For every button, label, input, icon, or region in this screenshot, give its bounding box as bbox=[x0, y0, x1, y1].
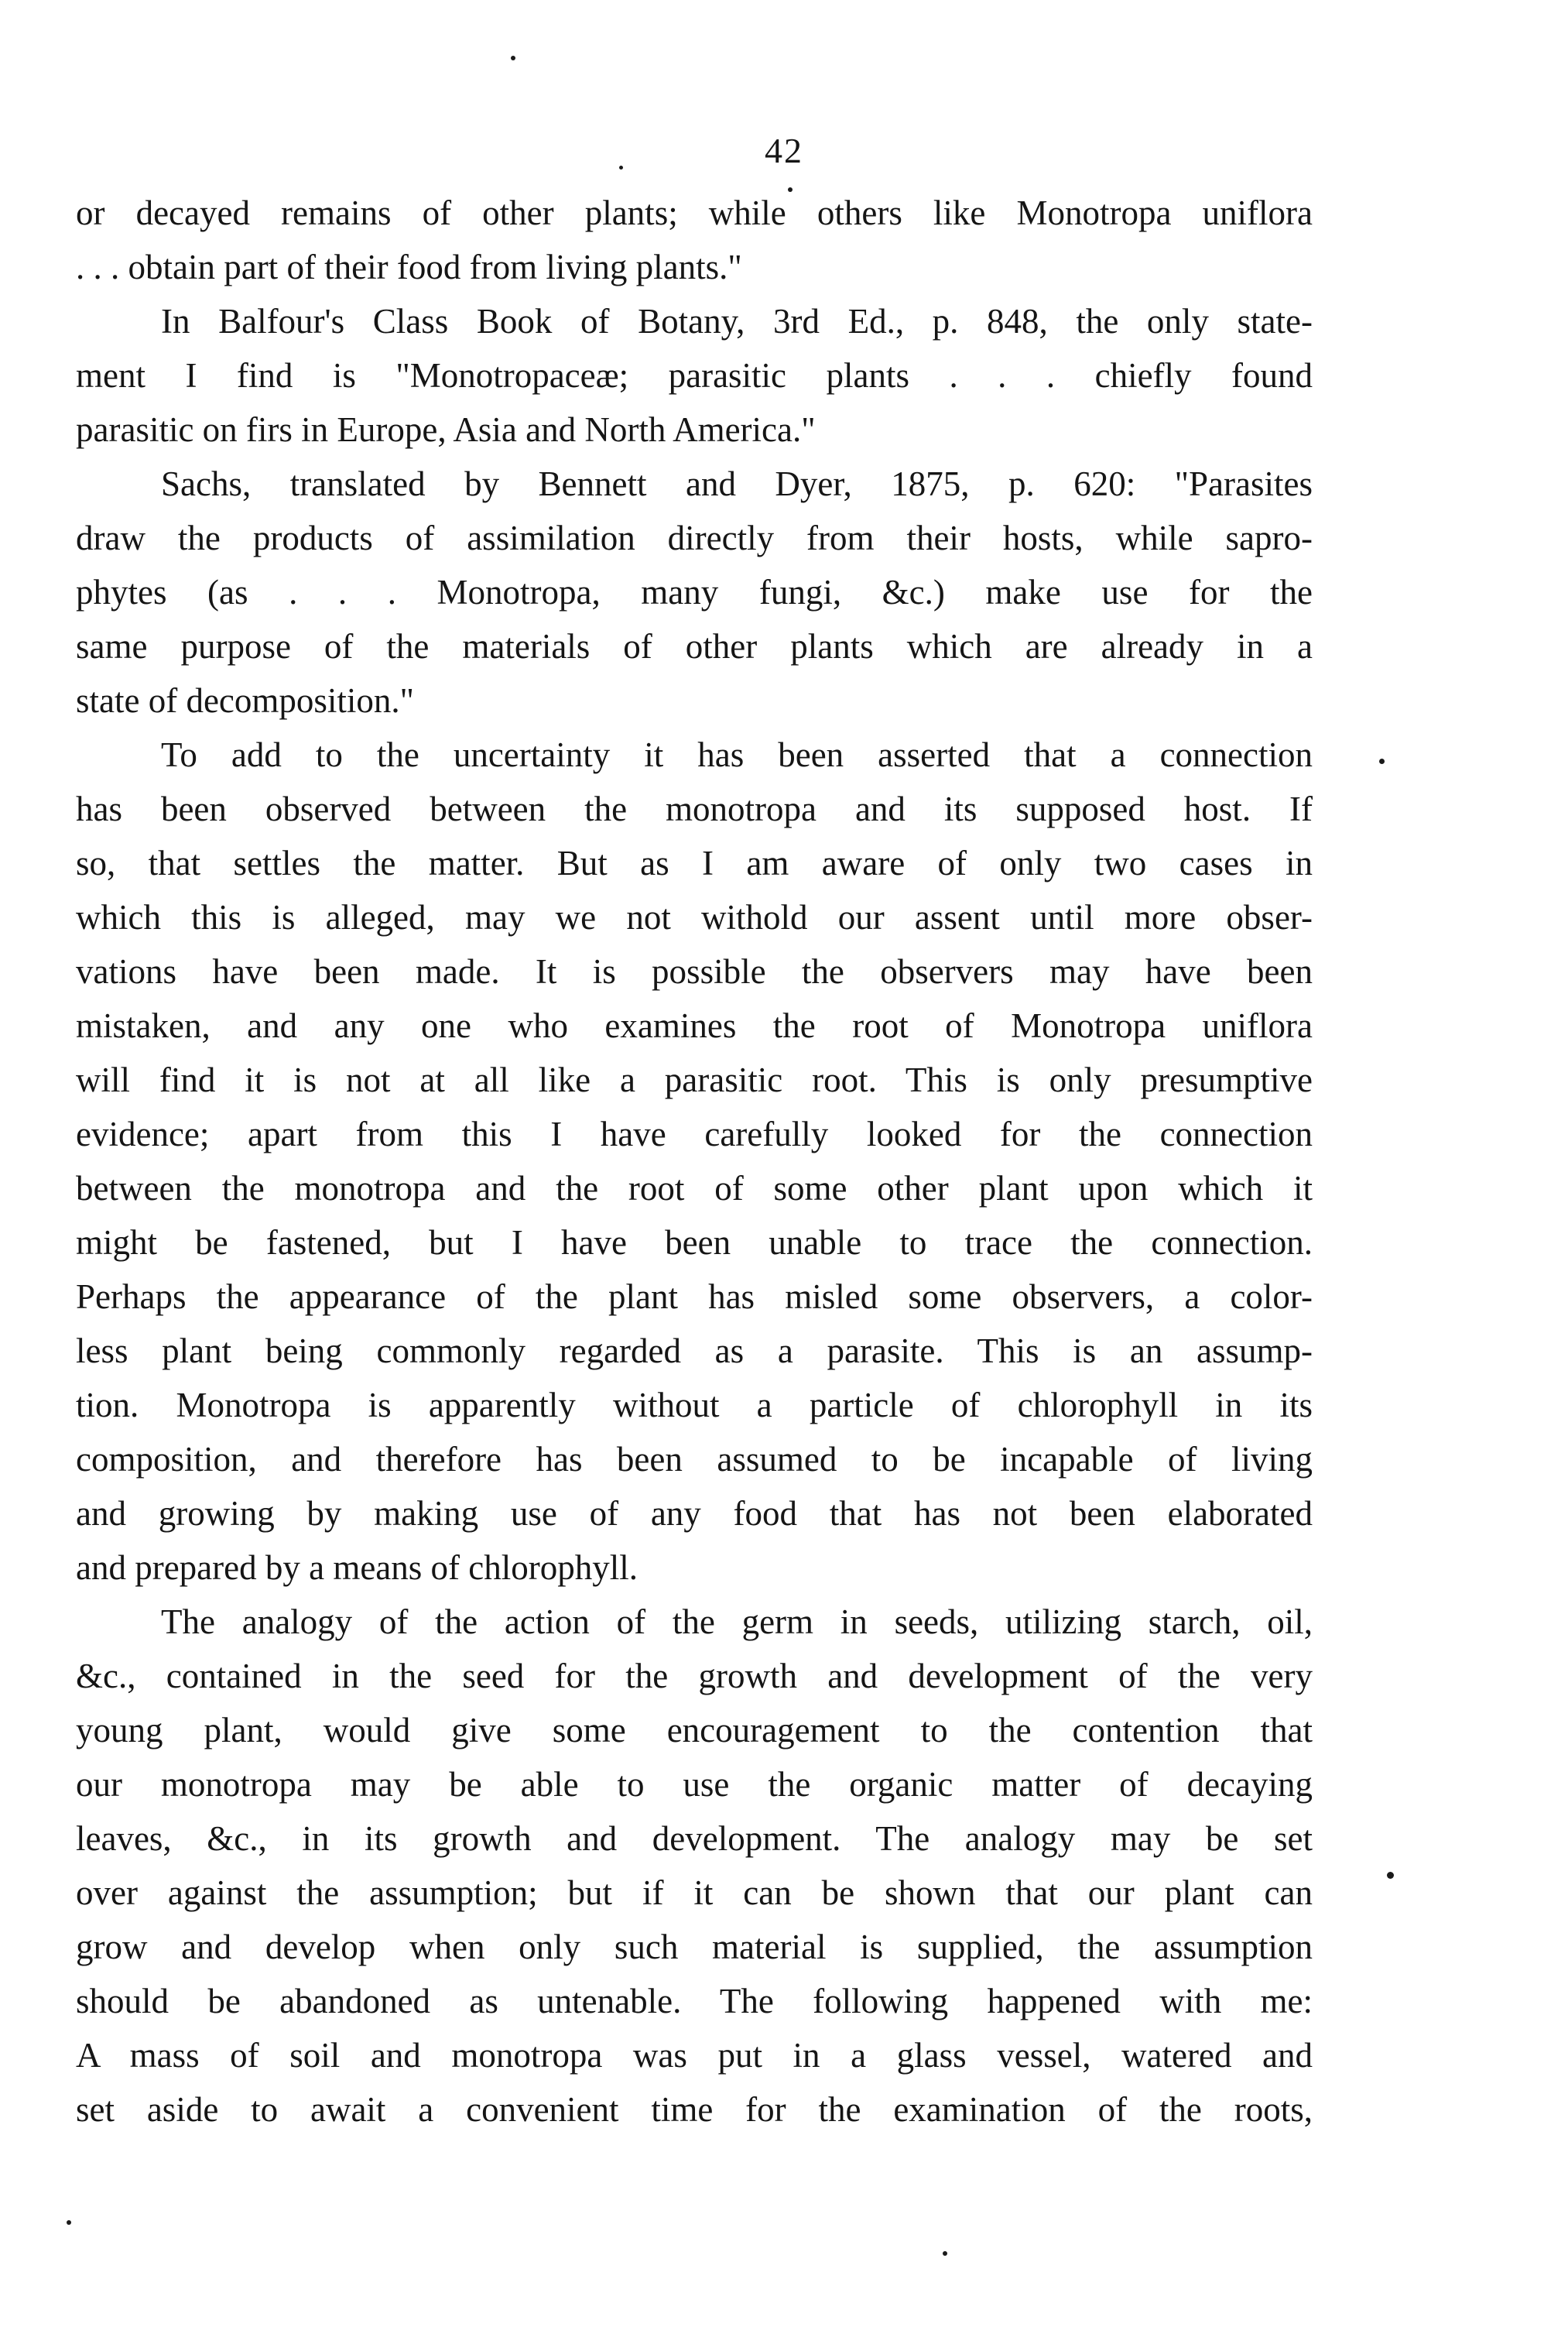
scan-speck bbox=[943, 2251, 947, 2256]
text-line: between the monotropa and the root of some other plant upon which it bbox=[76, 1169, 1313, 1208]
text-line: vations have been made. It is possible the observers may have been bbox=[76, 952, 1313, 991]
text-line: might be fastened, but I have been unable to trace the connection. bbox=[76, 1223, 1313, 1262]
text-line: To add to the uncertainty it has been asserted that a connection bbox=[161, 735, 1313, 774]
text-line: parasitic on firs in Europe, Asia and North America." bbox=[76, 410, 816, 449]
text-line: ment I find is "Monotropaceæ; parasitic plants . . . chiefly found bbox=[76, 356, 1313, 395]
scan-speck bbox=[788, 187, 793, 192]
text-line: has been observed between the monotropa and its supposed host. If bbox=[76, 790, 1313, 828]
text-line: grow and develop when only such material is supplied, the assumption bbox=[76, 1928, 1313, 1966]
scan-speck bbox=[1387, 1872, 1394, 1879]
scan-speck bbox=[1379, 759, 1385, 764]
text-line: should be abandoned as untenable. The following happened with me: bbox=[76, 1982, 1313, 2020]
text-line: tion. Monotropa is apparently without a particle of chlorophyll in its bbox=[76, 1386, 1313, 1424]
text-line: and prepared by a means of chlorophyll. bbox=[76, 1548, 638, 1587]
body-text bbox=[76, 186, 1313, 2137]
text-line: same purpose of the materials of other plants which are already in a bbox=[76, 627, 1313, 666]
text-line: The analogy of the action of the germ in seeds, utilizing starch, oil, bbox=[161, 1602, 1313, 1641]
page-number: 42 bbox=[765, 131, 803, 170]
scan-speck bbox=[619, 166, 623, 170]
text-line: composition, and therefore has been assumed to be incapable of living bbox=[76, 1440, 1313, 1479]
text-line: or decayed remains of other plants; while others like Monotropa uniflora bbox=[76, 194, 1313, 232]
text-line: so, that settles the matter. But as I am aware of only two cases in bbox=[76, 844, 1313, 882]
text-line: set aside to await a convenient time for the examination of the roots, bbox=[76, 2090, 1313, 2129]
text-line: Perhaps the appearance of the plant has misled some observers, a color- bbox=[76, 1277, 1313, 1316]
text-line: A mass of soil and monotropa was put in a glass vessel, watered and bbox=[76, 2036, 1313, 2075]
text-line: which this is alleged, may we not withold our assent until more obser- bbox=[76, 898, 1313, 937]
text-line: will find it is not at all like a parasitic root. This is only presumptive bbox=[76, 1061, 1313, 1099]
text-line: mistaken, and any one who examines the root of Monotropa uniflora bbox=[76, 1006, 1313, 1045]
text-line: leaves, &c., in its growth and development. The analogy may be set bbox=[76, 1819, 1313, 1858]
text-line: and growing by making use of any food that has not been elaborated bbox=[76, 1494, 1313, 1533]
text-line: evidence; apart from this I have carefully looked for the connection bbox=[76, 1115, 1313, 1153]
text-line: In Balfour's Class Book of Botany, 3rd Ed., p. 848, the only state- bbox=[161, 302, 1313, 341]
text-line: phytes (as . . . Monotropa, many fungi, &c.) make use for the bbox=[76, 573, 1313, 612]
text-line: our monotropa may be able to use the organic matter of decaying bbox=[76, 1765, 1313, 1804]
text-line: draw the products of assimilation directly from their hosts, while sapro- bbox=[76, 519, 1313, 557]
scan-speck bbox=[511, 56, 515, 60]
text-line: state of decomposition." bbox=[76, 681, 415, 720]
text-line: &c., contained in the seed for the growth and development of the very bbox=[76, 1657, 1313, 1695]
text-line: Sachs, translated by Bennett and Dyer, 1875, p. 620: "Parasites bbox=[161, 464, 1313, 503]
scan-speck bbox=[67, 2220, 71, 2225]
text-line: . . . obtain part of their food from living plants." bbox=[76, 248, 742, 286]
text-line: young plant, would give some encouragement to the contention that bbox=[76, 1711, 1313, 1750]
text-line: over against the assumption; but if it can be shown that our plant can bbox=[76, 1873, 1313, 1912]
text-line: less plant being commonly regarded as a parasite. This is an assump- bbox=[76, 1331, 1313, 1370]
